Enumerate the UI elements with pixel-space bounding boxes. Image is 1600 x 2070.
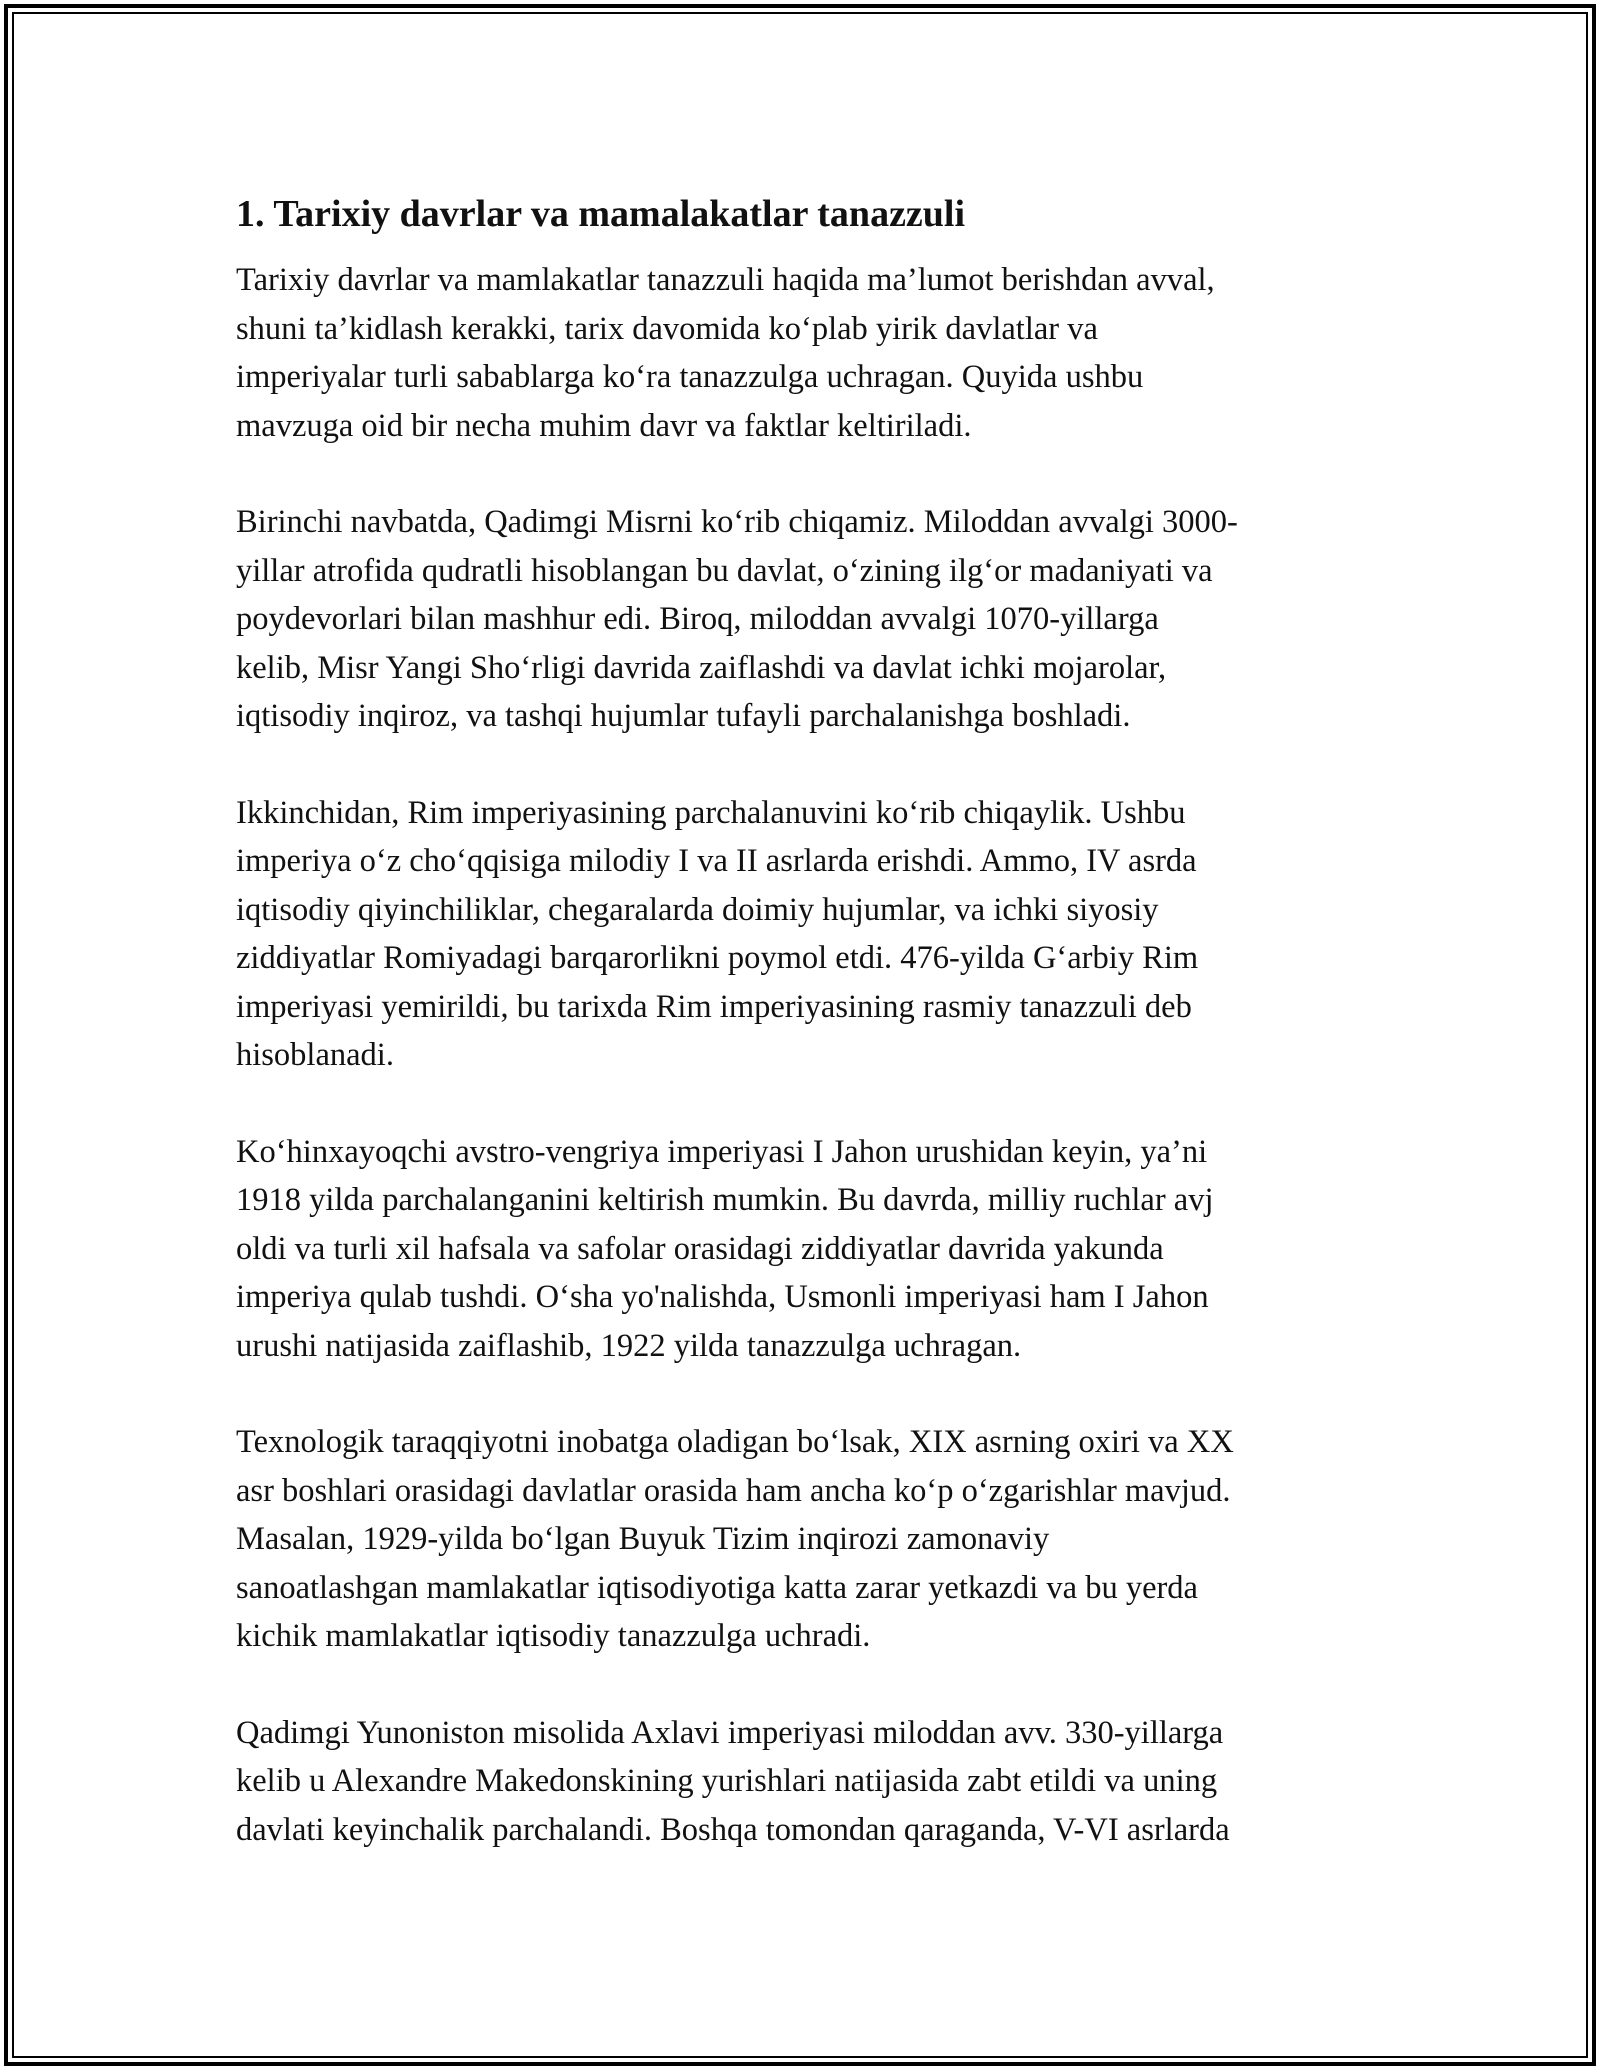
section-heading: 1. Tarixiy davrlar va mamalakatlar tanazzuli xyxy=(236,193,966,235)
paragraph-technology: Texnologik taraqqiyotni inobatga oladigan bo‘lsak, XIX asrning oxiri va XX asr boshlari orasidagi davlatlar orasida ham ancha ko‘p o‘zgarishlar mavjud. Masalan, 1929-yilda bo‘lgan Buyuk Tizim inqirozi zamonaviy sanoatlashgan mamlakatlar iqtisodiyotiga katta zarar yetkazdi va bu yerda kichik mamlakatlar iqtisodiy tanazzulga uchradi. xyxy=(236,1424,1234,1654)
paragraph-austria-hungary: Ko‘hinxayoqchi avstro-vengriya imperiyasi I Jahon urushidan keyin, ya’ni 1918 yilda parchalanganini keltirish mumkin. Bu davrda, milliy ruchlar avj oldi va turli xil hafsala va safolar orasidagi ziddiyatlar davrida yakunda imperiya qulab tushdi. O‘sha yo'nalishda, Usmonli imperiyasi ham I Jahon urushi natijasida zaiflashib, 1922 yilda tanazzulga uchragan. xyxy=(236,1133,1214,1364)
document-body xyxy=(236,186,1366,1902)
paragraph-greece: Qadimgi Yunoniston misolida Axlavi imperiyasi miloddan avv. 330-yillarga kelib u Alexandre Makedonskining yurishlari natijasida zabt etildi va uning davlati keyinchalik parchalandi. Boshqa tomondan qaraganda, V-VI asrlarda xyxy=(236,1714,1230,1848)
paragraph-rome: Ikkinchidan, Rim imperiyasining parchalanuvini ko‘rib chiqaylik. Ushbu imperiya o‘z cho‘qqisiga milodiy I va II asrlarda erishdi. Ammo, IV asrda iqtisodiy qiyinchiliklar, chegaralarda doimiy hujumlar, va ichki siyosiy ziddiyatlar Romiyadagi barqarorlikni poymol etdi. 476-yilda G‘arbiy Rim imperiyasi yemirildi, bu tarixda Rim imperiyasining rasmiy tanazzuli deb hisoblanadi. xyxy=(236,794,1199,1073)
paragraph-intro: Tarixiy davrlar va mamlakatlar tanazzuli haqida ma’lumot berishdan avval, shuni ta’kidlash kerakki, tarix davomida ko‘plab yirik davlatlar va imperiyalar turli sabablarga ko‘ra tanazzulga uchragan. Quyida ushbu mavzuga oid bir necha muhim davr va faktlar keltiriladi. xyxy=(236,262,1215,444)
paragraph-egypt: Birinchi navbatda, Qadimgi Misrni ko‘rib chiqamiz. Miloddan avvalgi 3000- yillar atrofida qudratli hisoblangan bu davlat, o‘zining ilg‘or madaniyati va poydevorlari bilan mashhur edi. Biroq, miloddan avvalgi 1070-yillarga kelib, Misr Yangi Sho‘rligi davrida zaiflashdi va davlat ichki mojarolar, iqtisodiy inqiroz, va tashqi hujumlar tufayli parchalanishga boshladi. xyxy=(236,504,1238,734)
